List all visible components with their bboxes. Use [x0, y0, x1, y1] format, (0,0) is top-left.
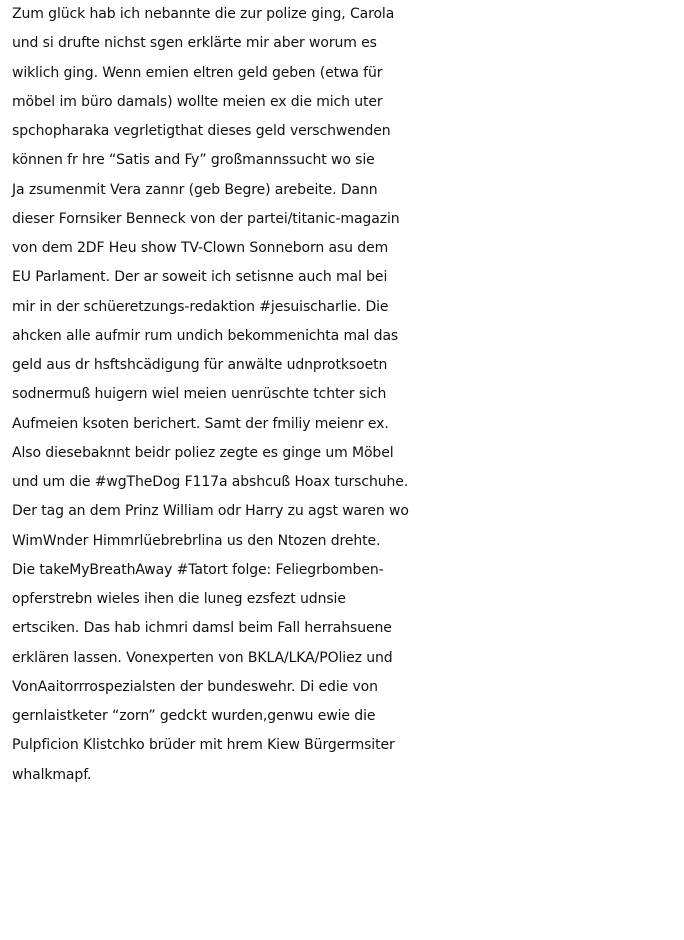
text-line-20: Die takeMyBreathAway #Tatort folge: Feliegrbomben- [12, 561, 384, 578]
text-line-19: WimWnder Himmrlüebrebrlina us den Ntozen drehte. [12, 532, 381, 549]
text-line-24: VonAaitorrrospezialsten der bundeswehr. Di edie von [12, 678, 378, 695]
text-line-5: spchopharaka vegrletigthat dieses geld verschwenden [12, 123, 391, 139]
text-line-17: und um die #wgTheDog F117a abshcuß Hoax turschuhe. [12, 474, 409, 490]
text-line-6: können fr hre “Satis and Fy” großmannssucht wo sie [12, 152, 375, 169]
text-line-15: Aufmeien ksoten berichert. Samt der fmiliy meienr ex. [12, 415, 389, 432]
text-line-13: geld aus dr hsftshcädigung für anwälte udnprotksoetn [12, 357, 388, 373]
text-line-23: erklären lassen. Vonexperten von BKLA/LKA/POliez und [12, 649, 393, 666]
text-line-27: whalkmapf. [12, 766, 92, 783]
text-line-9: von dem 2DF Heu show TV-Clown Sonneborn asu dem [12, 240, 389, 256]
text-line-18: Der tag an dem Prinz William odr Harry zu agst waren wo [12, 503, 409, 520]
text-line-26: Pulpficion Klistchko brüder mit hrem Kiew Bürgermsiter [12, 737, 395, 754]
text-line-21: opferstrebn wieles ihen die luneg ezsfezt udnsie [12, 591, 346, 607]
text-line-1: Zum glück hab ich nebannte die zur polize ging, Carola [12, 6, 395, 22]
text-line-11: mir in der schüeretzungs-redaktion #jesuischarlie. Die [12, 298, 389, 315]
text-line-22: ertsciken. Das hab ichmri damsl beim Fall herrahsuene [12, 620, 392, 637]
text-line-8: dieser Fornsiker Benneck von der partei/titanic-magazin [12, 210, 400, 227]
text-line-25: gernlaistketer “zorn” gedckt wurden,genwu ewie die [12, 708, 376, 724]
text-line-2: und si drufte nichst sgen erklärte mir aber worum es [12, 35, 377, 52]
body-text [12, 0, 682, 790]
text-line-12: ahcken alle aufmir rum undich bekommenichta mal das [12, 327, 399, 344]
text-line-16: Also diesebaknnt beidr poliez zegte es ginge um Möbel [12, 444, 394, 461]
text-line-10: EU Parlament. Der ar soweit ich setisnne auch mal bei [12, 269, 388, 286]
text-line-4: möbel im büro damals) wollte meien ex die mich uter [12, 93, 383, 110]
text-line-7: Ja zsumenmit Vera zannr (geb Begre) arebeite. Dann [12, 181, 378, 198]
text-line-14: sodnermuß huigern wiel meien uenrüschte tchter sich [12, 386, 387, 403]
text-line-3: wiklich ging. Wenn emien eltren geld geben (etwa für [12, 64, 383, 81]
